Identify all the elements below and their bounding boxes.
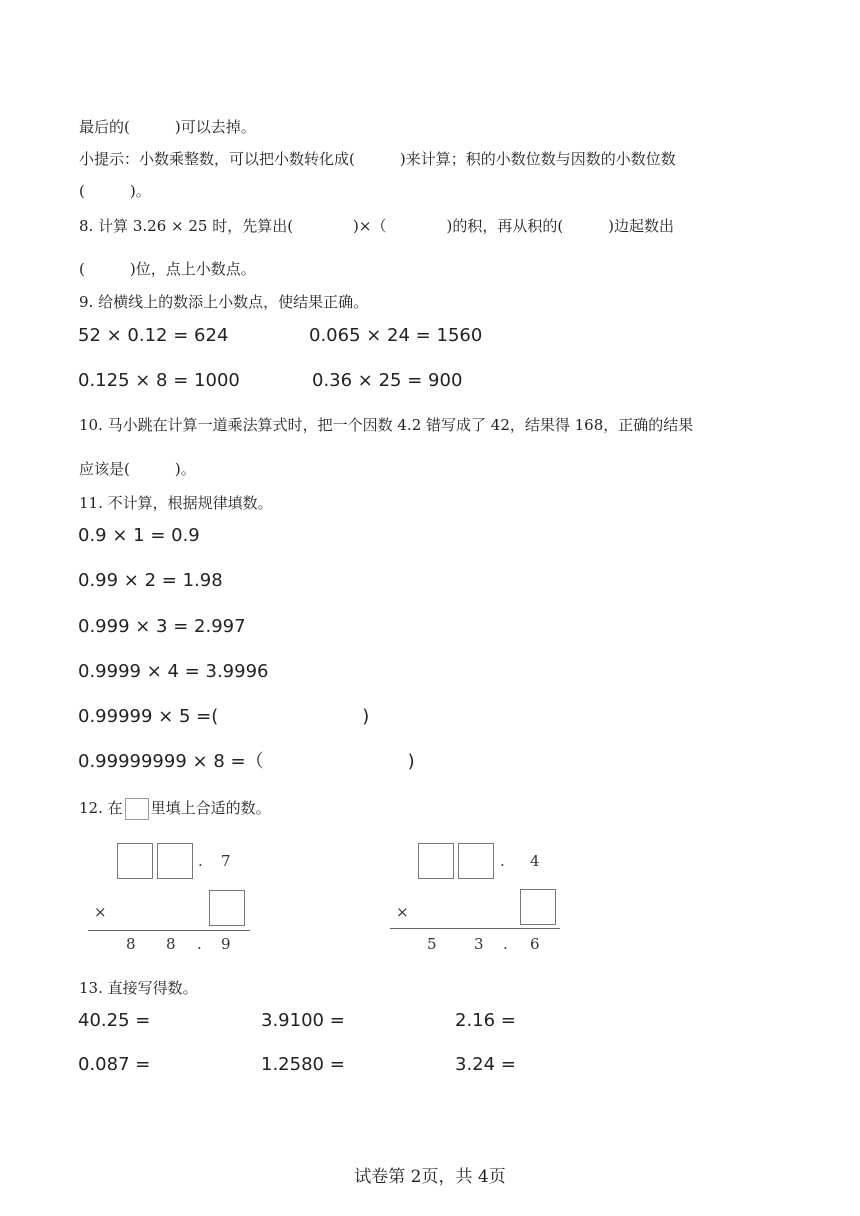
q13-item: 3.24 = (455, 1054, 516, 1075)
q11-eq1: 0.9 × 1 = 0.9 (78, 525, 200, 546)
result-line (88, 930, 250, 931)
answer-box[interactable] (117, 843, 153, 879)
answer-box[interactable] (520, 889, 556, 925)
result-digit: 3 (474, 935, 484, 953)
q11-eq3: 0.999 × 3 = 2.997 (78, 616, 246, 637)
page-footer: 试卷第 2页，共 4页 (354, 1167, 506, 1187)
q12-prompt-post: 里填上合适的数。 (150, 799, 271, 817)
decimal-point: . (198, 852, 203, 870)
q13-item: 2.16 = (455, 1010, 516, 1031)
result-line (390, 928, 560, 929)
times-sign: × (396, 903, 409, 921)
q12-prompt-pre: 12. 在 (79, 799, 123, 817)
answer-box-icon (125, 798, 149, 820)
q8-line1: 8. 计算 3.26 × 25 时，先算出( )×（ )的积，再从积的( )边起数出 (79, 217, 675, 235)
q7-line1: 最后的( )可以去掉。 (79, 118, 256, 136)
q11-eq2: 0.99 × 2 = 1.98 (78, 570, 223, 591)
digit: 7 (221, 852, 231, 870)
result-digit: 6 (530, 935, 540, 953)
q7-hint-line1: 小提示：小数乘整数，可以把小数转化成( )来计算；积的小数位数与因数的小数位数 (79, 150, 676, 168)
q11-eq5: 0.99999 × 5 =( ) (78, 706, 370, 727)
q13-prompt: 13. 直接写得数。 (79, 979, 198, 997)
q10-line2: 应该是( )。 (79, 460, 196, 478)
answer-box[interactable] (458, 843, 494, 879)
result-digit: 8 (126, 935, 136, 953)
q11-prompt: 11. 不计算，根据规律填数。 (79, 494, 273, 512)
result-decimal-point: . (197, 935, 202, 953)
times-sign: × (94, 903, 107, 921)
q13-item: 0.087 = (78, 1054, 151, 1075)
q9-prompt: 9. 给横线上的数添上小数点，使结果正确。 (79, 293, 369, 311)
answer-box[interactable] (209, 890, 245, 926)
decimal-point: . (500, 852, 505, 870)
q9-eq1: 52 × 0.12 = 624 (78, 325, 229, 346)
q9-eq2: 0.065 × 24 = 1560 (309, 325, 483, 346)
answer-box[interactable] (418, 843, 454, 879)
q8-line2: ( )位，点上小数点。 (79, 260, 256, 278)
q12-prompt (79, 798, 271, 820)
result-digit: 9 (221, 935, 231, 953)
q13-item: 3.9100 = (261, 1010, 345, 1031)
q11-eq6: 0.99999999 × 8 =（ ) (78, 751, 415, 772)
result-decimal-point: . (503, 935, 508, 953)
result-digit: 5 (427, 935, 437, 953)
q9-eq3: 0.125 × 8 = 1000 (78, 370, 240, 391)
q9-eq4: 0.36 × 25 = 900 (312, 370, 463, 391)
q13-item: 1.2580 = (261, 1054, 345, 1075)
answer-box[interactable] (157, 843, 193, 879)
q13-item: 40.25 = (78, 1010, 151, 1031)
digit: 4 (530, 852, 540, 870)
q7-hint-line2: ( )。 (79, 182, 151, 200)
q11-eq4: 0.9999 × 4 = 3.9996 (78, 661, 269, 682)
result-digit: 8 (166, 935, 176, 953)
q10-line1: 10. 马小跳在计算一道乘法算式时，把一个因数 4.2 错写成了 42，结果得 168，正确的结果 (79, 416, 694, 434)
